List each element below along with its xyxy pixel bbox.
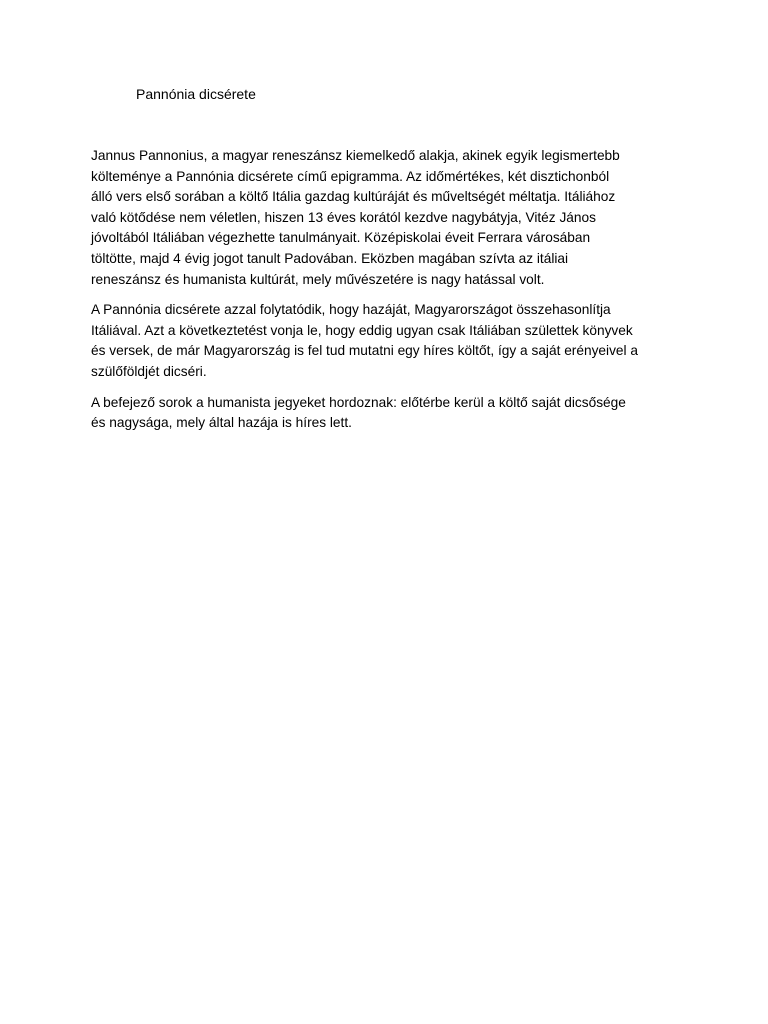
- text-line: és versek, de már Magyarország is fel tud mutatni egy híres költőt, így a saját erényeivel a: [91, 343, 638, 359]
- text-line: költeménye a Pannónia dicsérete című epigramma. Az időmértékes, két disztichonból: [91, 168, 610, 184]
- paragraph-2: [91, 300, 691, 382]
- text-line: Itáliával. Azt a következtetést vonja le, hogy eddig ugyan csak Itáliában születtek könyvek: [91, 322, 633, 338]
- text-line: reneszánsz és humanista kultúrát, mely művészetére is nagy hatással volt.: [91, 271, 545, 287]
- paragraph-1: [91, 146, 691, 290]
- paragraph-3: [91, 393, 691, 434]
- text-line: való kötődése nem véletlen, hiszen 13 éves korától kezdve nagybátyja, Vitéz János: [91, 209, 596, 225]
- text-line: álló vers első sorában a költő Itália gazdag kultúráját és műveltségét méltatja. Itáliához: [91, 189, 616, 205]
- text-line: jóvoltából Itáliában végezhette tanulmányait. Középiskolai éveit Ferrara városában: [91, 230, 591, 246]
- text-line: töltötte, majd 4 évig jogot tanult Padovában. Eközben magában szívta az itáliai: [91, 250, 569, 266]
- document-body: [91, 146, 691, 444]
- text-line: A Pannónia dicsérete azzal folytatódik, hogy hazáját, Magyarországot összehasonlítja: [91, 302, 611, 318]
- text-line: szülőföldjét dicséri.: [91, 363, 207, 379]
- text-line: Jannus Pannonius, a magyar reneszánsz kiemelkedő alakja, akinek egyik legismertebb: [91, 148, 620, 163]
- document-title: Pannónia dicsérete: [136, 86, 256, 102]
- text-line: és nagysága, mely által hazája is híres lett.: [91, 415, 352, 431]
- text-line: A befejező sorok a humanista jegyeket hordoznak: előtérbe kerül a költő saját dicsősége: [91, 394, 626, 410]
